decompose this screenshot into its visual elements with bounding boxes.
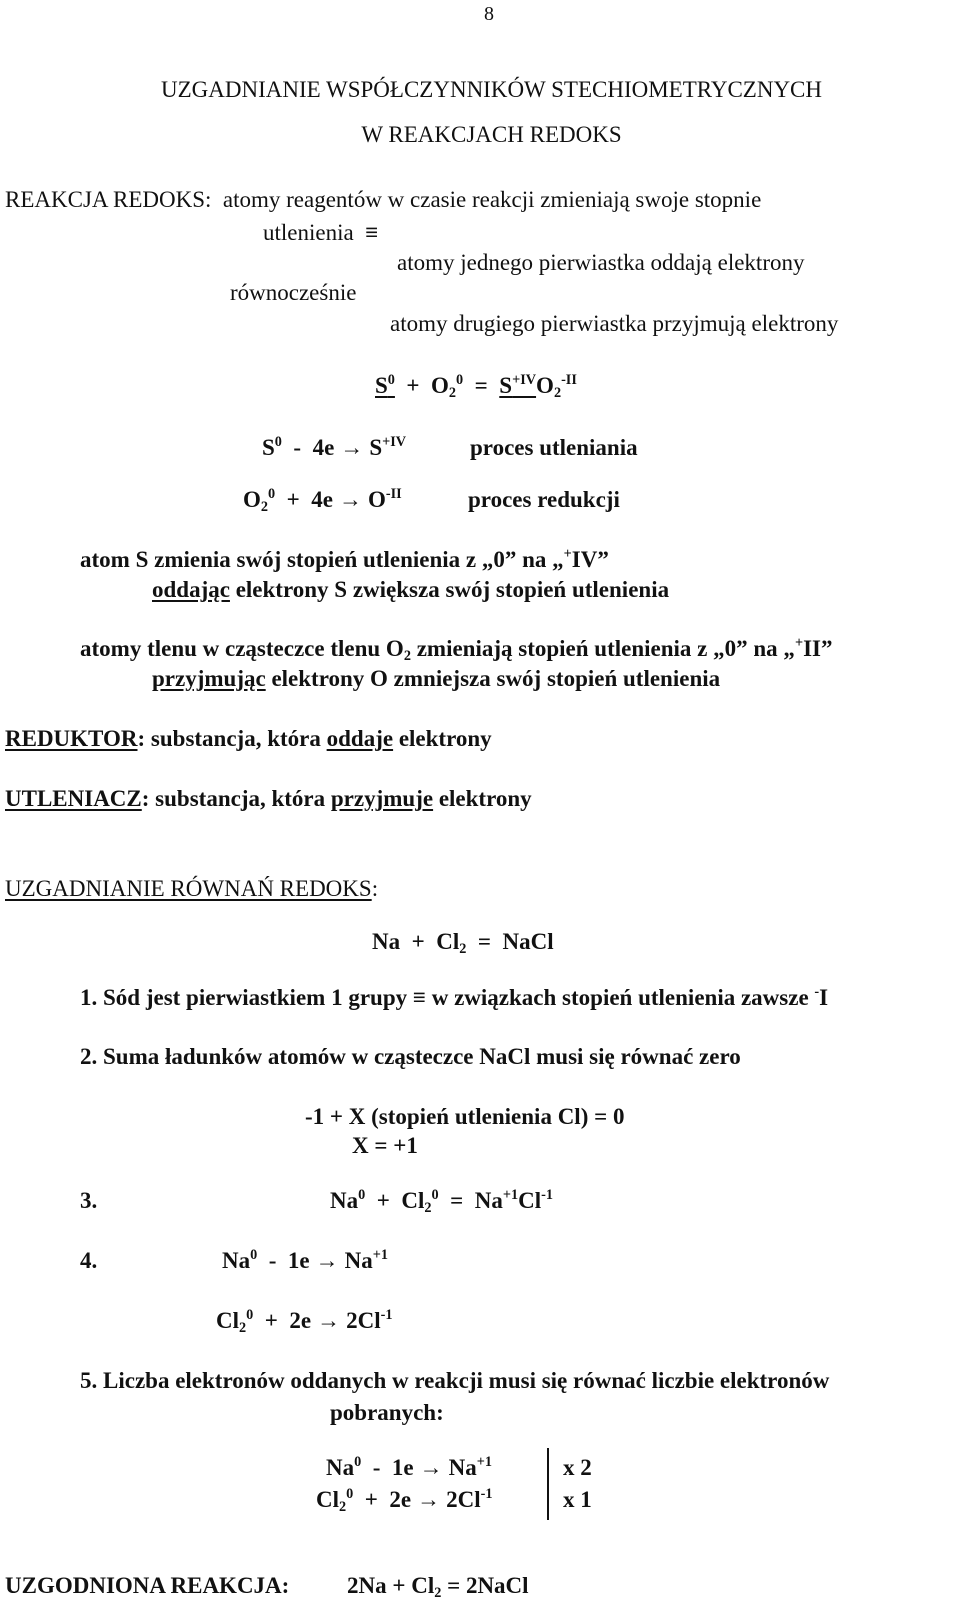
step-3-number: 3. — [80, 1188, 98, 1213]
utleniacz-definition: UTLENIACZ: substancja, która przyjmuje elektrony — [5, 786, 532, 811]
step-1: 1. Sód jest pierwiastkiem 1 grupy ≡ w związkach stopień utlenienia zawsze -I — [80, 984, 829, 1010]
explanation-o-line-2: przyjmując elektrony O zmniejsza swój stopień utlenienia — [152, 666, 721, 691]
step-3-equation: $Na^0 + Cl_2^0 = Na^{+1}Cl^{-1}$ — [330, 1187, 553, 1217]
explanation-s-line-2: oddając elektrony S zwiększa swój stopień utlenienia — [152, 577, 670, 602]
title-line-1: UZGADNIANIE WSPÓŁCZYNNIKÓW STECHIOMETRYCZNYCH — [160, 77, 822, 102]
final-reaction-label: UZGODNIONA REAKCJA: — [5, 1573, 290, 1598]
calculation-line-2: X = +1 — [352, 1133, 418, 1158]
section-heading: UZGADNIANIE RÓWNAŃ REDOKS: — [5, 876, 379, 901]
equation-na-cl2: $Na + Cl_2$ = NaCl — [372, 929, 554, 958]
plus-sign: + — [406, 373, 420, 398]
arrow-icon: → — [417, 1487, 441, 1512]
arrow-icon: → — [317, 1308, 341, 1333]
explanation-o-line-1: atomy tlenu w cząsteczce tlenu $O_2$ zmieniają stopień utlenienia z „0” na „+II” — [80, 635, 833, 665]
o-product-symbol: $O_2^{-II}$ — [536, 372, 577, 402]
equivalence-symbol: ≡ — [412, 985, 426, 1010]
arrow-icon: → — [315, 1248, 339, 1273]
step-2: 2. Suma ładunków atomów w cząsteczce NaCl musi się równać zero — [80, 1044, 741, 1069]
redoks-label: REAKCJA REDOKS: — [5, 187, 212, 212]
equals-sign: = — [474, 373, 488, 398]
step-5-line-1: 5. Liczba elektronów oddanych w reakcji musi się równać liczbie elektronów — [80, 1368, 830, 1393]
redoks-definition-line-3: atomy jednego pierwiastka oddają elektrony — [397, 250, 805, 275]
half-reaction-reduction: $O_2^0 + 4e \to O^{-II}$ — [243, 486, 402, 516]
redoks-def-text-1: atomy reagentów w czasie reakcji zmieniają swoje stopnie — [222, 187, 762, 212]
step-5-row-cl: $Cl_2^0 + 2e \to 2Cl^{-1}$ — [316, 1486, 493, 1516]
redoks-definition-line-5: atomy drugiego pierwiastka przyjmują elektrony — [390, 311, 839, 336]
explanation-s-line-1: atom S zmienia swój stopień utlenienia z „0” na „+IV” — [80, 546, 609, 572]
s-product-symbol: $S^{+IV}$ — [499, 372, 537, 398]
equation-s-o2 — [375, 372, 577, 402]
step-4-half-cl: $Cl_2^0 + 2e \to 2Cl^{-1}$ — [216, 1307, 393, 1337]
oxidation-label: proces utleniania — [470, 435, 638, 460]
step-4-number: 4. — [80, 1248, 98, 1273]
arrow-icon: → — [340, 435, 364, 460]
redoks-def-text-2: utlenienia — [263, 220, 354, 245]
title-line-2: W REAKCJACH REDOKS — [361, 122, 622, 147]
multiplier-na: x 2 — [563, 1455, 592, 1480]
half-reaction-oxidation: $S^0 - 4e \to S^{+IV}$ — [262, 434, 407, 460]
arrow-icon: → — [338, 487, 362, 512]
step-5-row-na: $Na^0 - 1e \to Na^{+1}$ — [326, 1454, 493, 1480]
page-number: 8 — [484, 3, 494, 25]
multiplier-cl: x 1 — [563, 1487, 592, 1512]
reduction-label: proces redukcji — [468, 487, 620, 512]
arrow-icon: → — [419, 1455, 443, 1480]
reduktor-definition: REDUKTOR: substancja, która oddaje elektrony — [5, 726, 492, 751]
step-4-half-na: $Na^0 - 1e \to Na^{+1}$ — [222, 1247, 389, 1273]
redoks-definition-line-1 — [5, 188, 761, 211]
final-reaction-equation: $2Na + Cl_2$ = 2NaCl — [347, 1573, 529, 1602]
o2-symbol: $O_2^0$ — [431, 372, 464, 402]
equivalence-symbol: ≡ — [365, 220, 379, 245]
multiplier-divider — [547, 1448, 549, 1520]
s-symbol: $S^0$ — [375, 372, 395, 398]
step-5-line-2: pobranych: — [330, 1400, 444, 1425]
calculation-line-1: -1 + X (stopień utlenienia Cl) = 0 — [305, 1104, 625, 1129]
redoks-definition-line-4: równocześnie — [230, 280, 357, 305]
redoks-definition-line-2 — [263, 221, 378, 244]
